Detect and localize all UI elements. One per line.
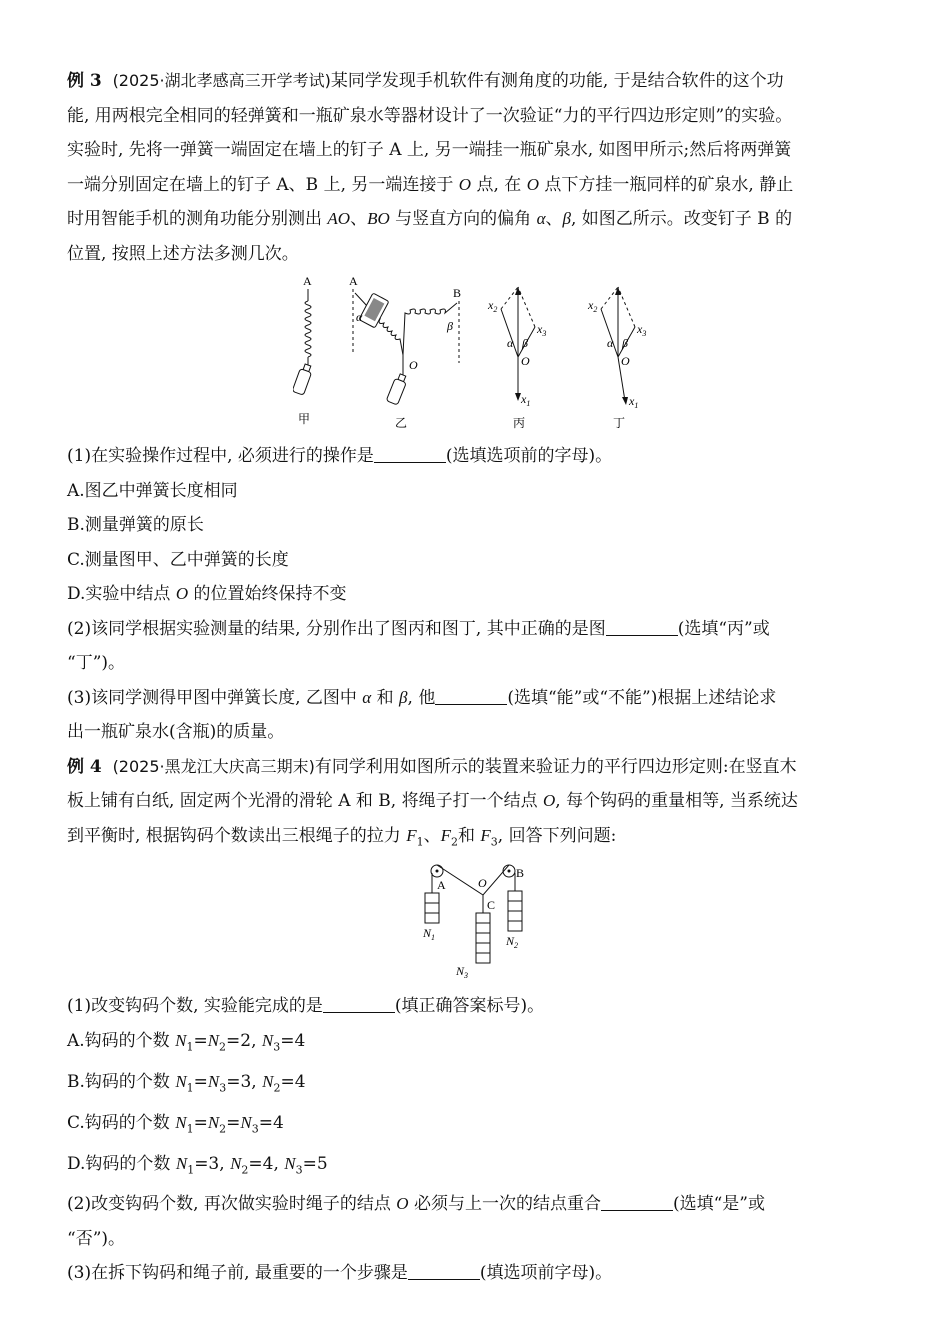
svg-text:x3: $x_3$	[537, 322, 547, 338]
label-ding: 丁	[613, 416, 626, 430]
label-yi: 乙	[395, 416, 408, 430]
answer-blank	[323, 996, 395, 1013]
ex3-option-d: D.实验中结点 O 的位置始终保持不变	[67, 584, 347, 604]
diagram-ding	[587, 287, 646, 430]
ex4-option-a: A.钩码的个数 $N_1=N_2=2$, $N_3=4$	[67, 1030, 306, 1054]
weights-N2	[508, 891, 522, 931]
ex3-option-a: A.图乙中弹簧长度相同	[67, 480, 238, 501]
svg-text:O: O	[478, 876, 487, 891]
bottle-yi	[386, 373, 408, 405]
ex4-source: (2025·黑龙江大庆高三期末)	[112, 756, 315, 776]
ex3-option-c: C.测量图甲、乙中弹簧的长度	[67, 549, 289, 570]
answer-blank	[606, 619, 678, 636]
ex4-q1: (1)改变钩码个数, 实验能完成的是 (填正确答案标号)。	[67, 996, 545, 1017]
svg-text:x1: $x_1$	[629, 394, 639, 410]
ex3-q3: (3)该同学测得甲图中弹簧长度, 乙图中 α 和 β, 他 (选填“能”或“不能”)根据上述结论求	[67, 687, 777, 708]
svg-text:α: α	[507, 336, 514, 350]
svg-text:β: β	[622, 336, 628, 350]
svg-text:x2: $x_2$	[588, 298, 598, 314]
svg-text:x2: $x_2$	[488, 298, 498, 314]
ex4-option-c: C.钩码的个数 $N_1=N_2=N_3=4$	[67, 1112, 284, 1136]
answer-blank	[435, 688, 507, 705]
ex3-source: (2025·湖北孝感高三开学考试)	[112, 71, 331, 90]
svg-text:x1: $x_1$	[521, 392, 531, 408]
svg-text:N2: $N_2$	[506, 934, 519, 951]
weights-N3	[476, 913, 490, 963]
svg-text:x3: $x_3$	[637, 322, 647, 338]
label-jia: 甲	[298, 412, 311, 426]
ex3-heading: 例 3	[67, 71, 102, 91]
ex4-heading: 例 4	[67, 756, 102, 777]
ex4-q2-cont: “否”)。	[67, 1228, 126, 1249]
label-beta-yi: β	[447, 319, 453, 333]
ex3-q3-cont: 出一瓶矿泉水(含瓶)的质量。	[67, 722, 285, 742]
ex3-line-3: 实验时, 先将一弹簧一端固定在墙上的钉子 A 上, 另一端挂一瓶矿泉水, 如图甲所示;然后将两弹簧	[67, 140, 792, 160]
ex4-option-b: B.钩码的个数 $N_1=N_3=3$, $N_2=4$	[67, 1071, 306, 1095]
svg-text:A: A	[437, 878, 446, 893]
ex4-q3: (3)在拆下钩码和绳子前, 最重要的一个步骤是 (填选项前字母)。	[67, 1263, 613, 1284]
svg-text:C: C	[487, 898, 496, 913]
label-B-yi: B	[453, 286, 462, 300]
label-O-yi: O	[409, 358, 418, 372]
label-alpha-yi: α	[356, 310, 363, 324]
document-page	[67, 64, 897, 1291]
svg-text:B: B	[516, 866, 525, 881]
svg-text:β: β	[522, 336, 528, 350]
ex3-line-2: 能, 用两根完全相同的轻弹簧和一瓶矿泉水等器材设计了一次验证“力的平行四边形定则”的实验。	[67, 105, 793, 126]
ex3-line-4: 一端分别固定在墙上的钉子 A、B 上, 另一端连接于 O 点, 在 O 点下方挂一瓶同样的矿泉水, 静止	[67, 174, 794, 195]
spring-experiment-figure	[293, 273, 723, 439]
ex3-q1: (1)在实验操作过程中, 必须进行的操作是 (选填选项前的字母)。	[67, 446, 613, 466]
weights-N1	[425, 893, 439, 923]
ex4-q2: (2)改变钩码个数, 再次做实验时绳子的结点 O 必须与上一次的结点重合 (选填“是”或	[67, 1194, 765, 1215]
label-A-jia: A	[303, 274, 312, 288]
answer-blank	[374, 446, 446, 463]
ex3-line-6: 位置, 按照上述方法多测几次。	[67, 243, 299, 264]
ex4-line-3: 到平衡时, 根据钩码个数读出三根绳子的拉力 $F_1$、$F_2$和 $F_3$, 回答下列问题:	[67, 825, 617, 848]
answer-blank	[408, 1263, 480, 1280]
ex3-q2: (2)该同学根据实验测量的结果, 分别作出了图丙和图丁, 其中正确的是图 (选填“丙”或	[67, 618, 770, 639]
pulley-experiment-figure	[417, 863, 547, 985]
ex4-line-2: 板上铺有白纸, 固定两个光滑的滑轮 A 和 B, 将绳子打一个结点 O, 每个钩码的重量相等, 当系统达	[67, 791, 798, 811]
label-bing: 丙	[513, 416, 526, 430]
svg-text:α: α	[607, 336, 614, 350]
ex4-line-1: 例 4 (2025·黑龙江大庆高三期末)有同学利用如图所示的装置来验证力的平行四边形定则:在竖直木	[67, 756, 797, 777]
ex3-line-1	[67, 64, 897, 99]
ex3-line-5: 时用智能手机的测角功能分别测出 AO、BO 与竖直方向的偏角 α、β, 如图乙所示。改变钉子 B 的	[67, 209, 793, 229]
svg-text:O: O	[521, 354, 530, 368]
svg-text:O: O	[621, 354, 630, 368]
answer-blank	[601, 1194, 673, 1211]
ex3-option-b: B.测量弹簧的原长	[67, 515, 204, 535]
svg-text:N1: $N_1$	[423, 926, 436, 943]
bottle-jia	[293, 363, 314, 395]
ex3-q2-cont: “丁”)。	[67, 653, 126, 673]
ex4-option-d: D.钩码的个数 $N_1=3$, $N_2=4$, $N_3=5$	[67, 1153, 328, 1176]
ex3-text: 某同学发现手机软件有测角度的功能, 于是结合软件的这个功	[330, 71, 784, 91]
spring-jia	[305, 301, 311, 357]
diagram-bing	[487, 287, 546, 430]
label-A-yi: A	[349, 274, 358, 288]
svg-text:N3: $N_3$	[456, 964, 469, 981]
